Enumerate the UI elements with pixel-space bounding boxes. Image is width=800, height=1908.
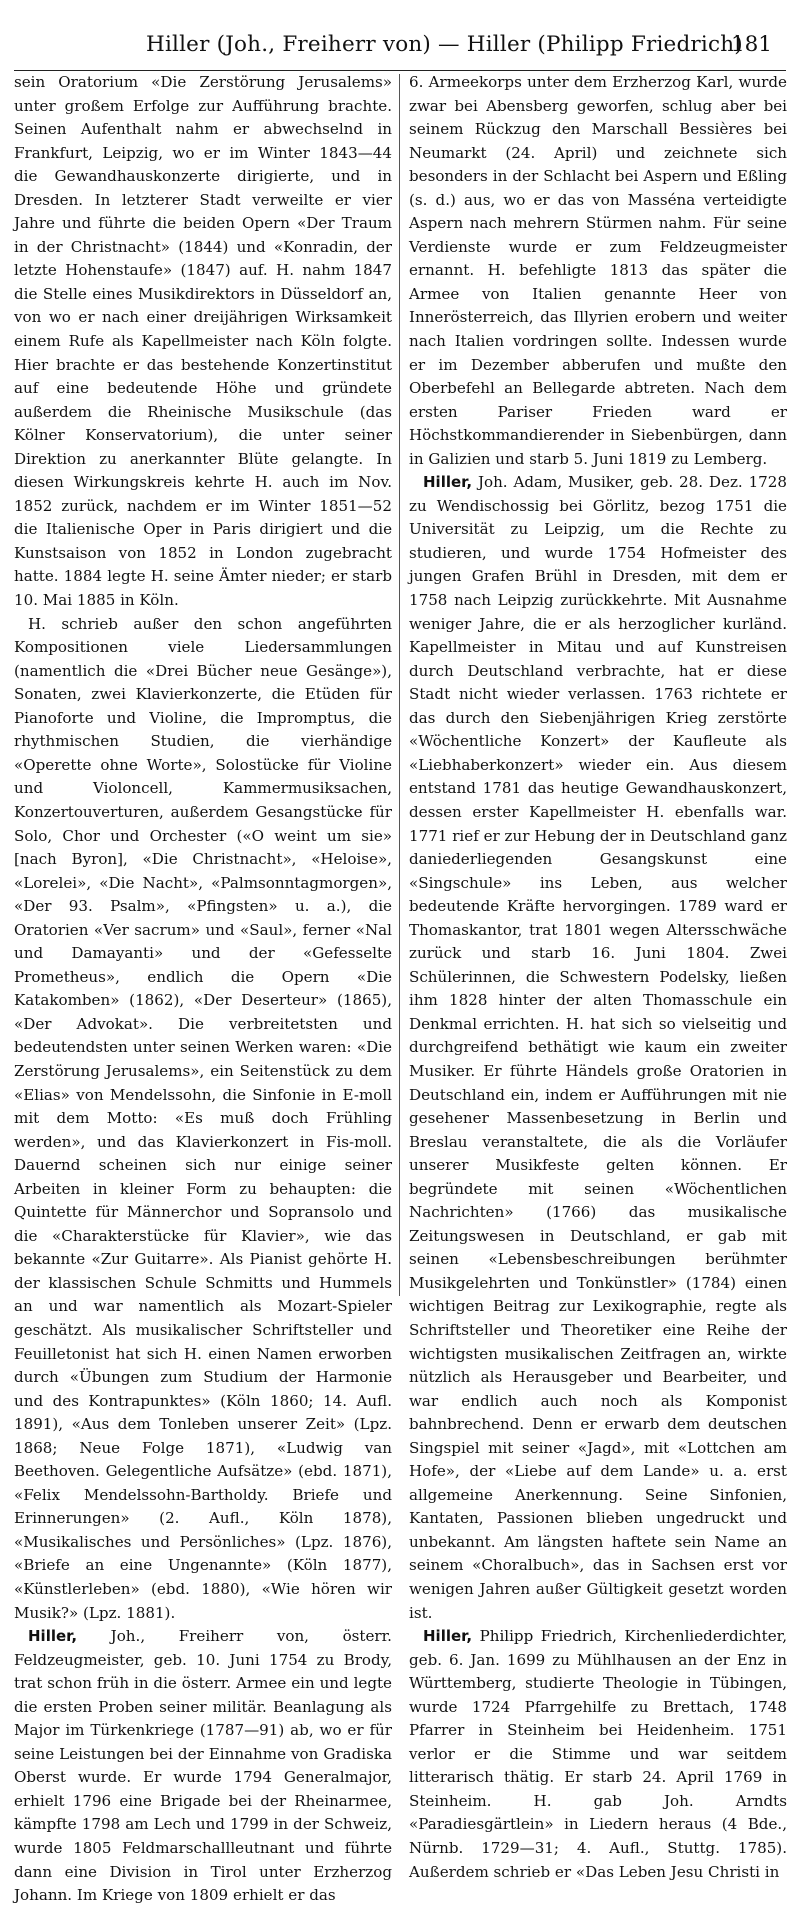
paragraph-armeekorps: 6. Armeekorps unter dem Erzherzog Karl, wurde zwar bei Abensberg geworfen, schlug aber bei seinem Rückzug den Marschall Bessières bei Neumarkt (24. April) und zeichnete sich besonders in der Schlacht bei Aspern und Eßling (s. d.) aus, wo er das von Masséna verteidigte Aspern nach mehrern Stürmen nahm. Für seine Verdienste wurde er zum Feldzeugmeister ernannt. H. befehligte 1813 das später die Armee von Italien genannte Heer von Innerösterreich, das Illyrien erobern und weiter nach Italien vordringen sollte. Indessen wurde er im Dezember abberufen und mußte den Oberbefehl an Bellegarde abtreten. Nach dem ersten Pariser Frieden ward er Höchstkommandierender in Siebenbürgen, dann in Galizien und starb 5. Juni 1819 zu Lemberg. <box>409 73 787 468</box>
entry-hiller-johann-freiherr <box>14 1625 392 1908</box>
paragraph-compositions: H. schrieb außer den schon angeführten Kompositionen viele Liedersammlungen (namentlich die «Drei Bücher neue Gesänge»), Sonaten, zwei Klavierkonzerte, die Etüden für Pianoforte und Violine, die Impromptus, die rhythmischen Studien, die vierhändige «Operette ohne Worte», Solostücke für Violine und Violoncell, Kammermusiksachen, Konzertouverturen, außerdem Gesangstücke für Solo, Chor und Orchester («O weint um sie» [nach Byron], «Die Christnacht», «Heloise», «Lorelei», «Die Nacht», «Palmsonntagmorgen», «Der 93. Psalm», «Pfingsten» u. a.), die Oratorien «Ver sacrum» und «Saul», ferner «Nal und Damayanti» und der «Gefesselte Prometheus», endlich die Opern «Die Katakomben» (1862), «Der Deserteur» (1865), «Der Advokat». Die verbreitetsten und bedeutendsten unter seinen Werken waren: «Die Zerstörung Jerusalems», ein Seitenstück zu dem «Elias» von Mendelssohn, die Sinfonie in E-moll mit dem Motto: «Es muß doch Frühling werden», und das Klavierkonzert in Fis-moll. Dauernd scheinen sich nur einige seiner Arbeiten in kleiner Form zu behaupten: die Quintette für Männerchor und Sopransolo und die «Charakterstücke für Klavier», wie das bekannte «Zur Guitarre». Als Pianist gehörte H. der klassischen Schule Schmitts und Hummels an und war namentlich als Mozart-Spieler geschätzt. Als musikalischer Schriftsteller und Feuilletonist hat sich H. einen Namen erworben durch «Übungen zum Studium der Harmonie und des Kontrapunktes» (Köln 1860; 14. Aufl. 1891), «Aus dem Tonleben unserer Zeit» (Lpz. 1868; Neue Folge 1871), «Ludwig van Beethoven. Gelegentliche Aufsätze» (ebd. 1871), «Felix Mendelssohn-Bartholdy. Briefe und Erinnerungen» (2. Aufl., Köln 1878), «Musikalisches und Persönliches» (Lpz. 1876), «Briefe an eine Ungenannte» (Köln 1877), «Künstlerleben» (ebd. 1880), «Wie hören wir Musik?» (Lpz. 1881). <box>14 614 392 1622</box>
right-column <box>409 71 787 1881</box>
entry-hiller-philipp-friedrich <box>409 1625 787 1884</box>
entry-headword: Hiller, <box>423 473 473 492</box>
entry-text: Joh. Adam, Musiker, geb. 28. Dez. 1728 zu Wendischossig bei Görlitz, bezog 1751 die Universität zu Leipzig, um die Rechte zu studieren, und wurde 1754 Hofmeister des jungen Grafen Brühl in Dresden, mit dem er 1758 nach Leipzig zurückkehrte. Mit Ausnahme weniger Jahre, die er als herzoglicher kurländ. Kapellmeister in Mitau und auf Kunstreisen durch Deutschland verbrachte, hat er diese Stadt nicht wieder verlassen. 1763 richtete er das durch den Siebenjährigen Krieg zerstörte «Wöchentliche Konzert» der Kaufleute als «Liebhaberkonzert» wieder ein. Aus diesem entstand 1781 das heutige Gewandhauskonzert, dessen erster Kapellmeister H. ebenfalls war. 1771 rief er zur Hebung der in Deutschland ganz daniederliegenden Gesangskunst eine «Singschule» ins Leben, aus welcher bedeutende Kräfte hervorgingen. 1789 ward er Thomaskantor, trat 1801 wegen Altersschwäche zurück und starb 16. Juni 1804. Zwei Schülerinnen, die Schwestern Podelsky, ließen ihm 1828 hinter der alten Thomasschule ein Denkmal errichten. H. hat sich so vielseitig und durchgreifend bethätigt wie kaum ein zweiter Musiker. Er führte Händels große Oratorien in Deutschland ein, indem er Aufführungen mit nie gesehener Massenbesetzung in Berlin und Breslau veranstaltete, die als die Vorläufer unserer Musikfeste gelten können. Er begründete mit seinen «Wöchentlichen Nachrichten» (1766) das musikalische Zeitungswesen in Deutschland, er gab mit seinen «Lebensbeschreibungen berühmter Musikgelehrten und Tonkünstler» (1784) einen wichtigen Beitrag zur Lexikographie, regte als Schriftsteller und Theoretiker eine Reihe der wichtigsten musikalischen Zeitfragen an, wirkte nützlich als Herausgeber und Bearbeiter, und war endlich auch noch als Komponist bahnbrechend. Denn er erwarb dem deutschen Singspiel mit seiner «Jagd», mit «Lottchen am Hofe», der «Liebe auf dem Lande» u. a. erst allgemeine Anerkennung. Seine Sinfonien, Kantaten, Passionen blieben ungedruckt und unbekannt. Am längsten haftete sein Name an seinem «Choralbuch», das in Sachsen erst vor wenigen Jahren außer Gültigkeit gesetzt worden ist. <box>409 473 787 1622</box>
entry-headword: Hiller, <box>28 1627 78 1646</box>
entry-text: Philipp Friedrich, Kirchenliederdichter, geb. 6. Jan. 1699 zu Mühlhausen an der Enz in Württemberg, studierte Theologie in Tübingen, wurde 1724 Pfarrgehilfe zu Brettach, 1748 Pfarrer in Steinheim bei Heidenheim. 1751 verlor er die Stimme und war seitdem litterarisch thätig. Er starb 24. April 1769 in Steinheim. H. gab Joh. Arndts «Paradiesgärtlein» in Liedern heraus (4 Bde., Nürnb. 1729—31; 4. Aufl., Stuttg. 1785). Außerdem schrieb er «Das Leben Jesu Christi in <box>409 1627 787 1881</box>
column-divider <box>399 74 400 1296</box>
entry-hiller-johann-adam <box>409 471 787 1625</box>
page-number: 181 <box>730 32 772 57</box>
page-header <box>14 30 786 71</box>
entry-headword: Hiller, <box>423 1627 473 1646</box>
left-column <box>14 71 392 1905</box>
paragraph-oratorium: sein Oratorium «Die Zerstörung Jerusalems» unter großem Erfolge zur Aufführung brachte. Seinen Aufenthalt nahm er abwechselnd in Frankfurt, Leipzig, wo er im Winter 1843—44 die Gewandhauskonzerte dirigierte, und in Dresden. In letzterer Stadt verweilte er vier Jahre und führte die beiden Opern «Der Traum in der Christnacht» (1844) und «Konradin, der letzte Hohenstaufe» (1847) auf. H. nahm 1847 die Stelle eines Musikdirektors in Düsseldorf an, von wo er nach einer dreijährigen Wirksamkeit einem Rufe als Kapellmeister nach Köln folgte. Hier brachte er das bestehende Konzertinstitut auf eine bedeutende Höhe und gründete außerdem die Rheinische Musikschule (das Kölner Konservatorium), die unter seiner Direktion zu anerkannter Blüte gelangte. In diesen Wirkungskreis kehrte H. auch im Nov. 1852 zurück, nachdem er im Winter 1851—52 die Italienische Oper in Paris dirigiert und die Kunstsaison von 1852 in London zugebracht hatte. 1884 legte H. seine Ämter nieder; er starb 10. Mai 1885 in Köln. <box>14 73 392 610</box>
running-title: Hiller (Joh., Freiherr von) — Hiller (Philipp Friedrich) <box>146 32 743 57</box>
entry-text: Joh., Freiherr von, österr. Feldzeugmeister, geb. 10. Juni 1754 zu Brody, trat schon früh in die österr. Armee ein und legte die ersten Proben seiner militär. Beanlagung als Major im Türkenkriege (1787—91) ab, wo er für seine Leistungen bei der Einnahme von Gradiska Oberst wurde. Er wurde 1794 Generalmajor, erhielt 1796 eine Brigade bei der Rheinarmee, kämpfte 1798 am Lech und 1799 in der Schweiz, wurde 1805 Feldmarschallleutnant und führte dann eine Division in Tirol unter Erzherzog Johann. Im Kriege von 1809 erhielt er das <box>14 1627 392 1905</box>
